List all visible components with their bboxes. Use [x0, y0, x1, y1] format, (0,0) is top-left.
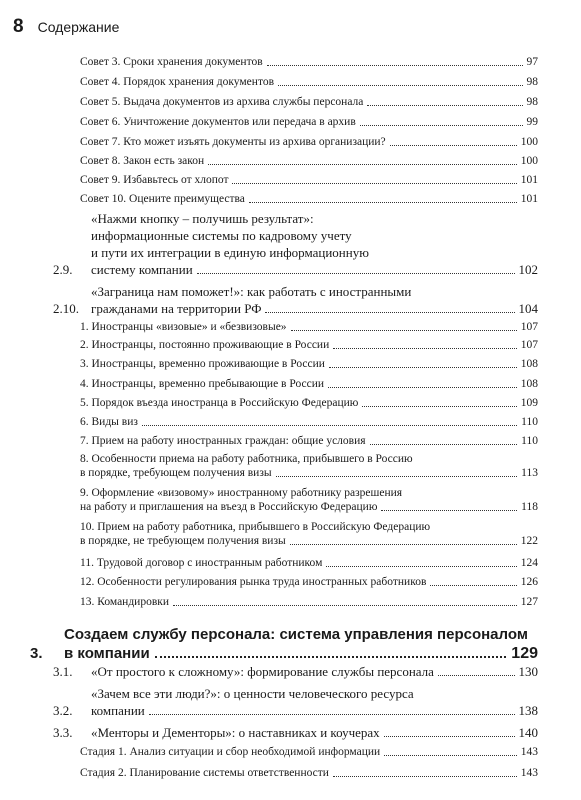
dot-leader [208, 164, 517, 165]
section-title-line: систему компании [91, 262, 193, 277]
chapter-page: 129 [511, 645, 538, 662]
page-header [13, 16, 119, 38]
toc-entry [80, 396, 538, 410]
toc-entry [80, 192, 538, 206]
dot-leader [173, 605, 517, 606]
toc-entry-title: 8. Особенности приема на работу работника, прибывшего в Россию [80, 453, 413, 465]
toc-entry-page: 126 [520, 576, 538, 588]
toc-entry-page: 100 [520, 136, 538, 148]
dot-leader [367, 105, 522, 106]
toc-entry-page: 110 [521, 435, 538, 447]
dot-leader [362, 406, 516, 407]
toc-entry [80, 486, 538, 514]
toc-entry [80, 173, 538, 187]
toc-entry-title-cont: на работу и приглашения на въезд в Российскую Федерацию [80, 501, 378, 513]
section-title-line: «Нажми кнопку – получишь результат»: [91, 211, 314, 226]
toc-section [53, 210, 538, 278]
toc-entry-title: 4. Иностранцы, временно пребывающие в России [80, 378, 325, 390]
dot-leader [155, 656, 507, 658]
dot-leader [360, 125, 523, 126]
toc-section [53, 724, 538, 741]
dot-leader [390, 145, 517, 146]
dot-leader [430, 585, 516, 586]
toc-entry-page: 113 [521, 467, 538, 479]
toc-entry-page: 124 [520, 557, 538, 569]
toc-entry [80, 115, 538, 129]
section-number: 3.2. [53, 703, 73, 718]
section-page: 140 [518, 725, 538, 740]
section-number: 3.1. [53, 664, 73, 679]
toc-entry-page: 99 [526, 116, 538, 128]
toc-entry-title: 13. Командировки [80, 596, 170, 608]
dot-leader [265, 312, 514, 313]
chapter-title-line: в компании [64, 645, 150, 662]
toc-entry-title: 6. Виды виз [80, 416, 138, 428]
section-title-line: информационные системы по кадровому учету [91, 228, 352, 243]
toc-entry [80, 154, 538, 168]
dot-leader [197, 273, 515, 274]
section-title-line: гражданами на территории РФ [91, 301, 262, 316]
chapter-title-line: Создаем службу персонала: система управления персоналом [64, 626, 528, 643]
dot-leader [278, 85, 523, 86]
toc-entry [80, 415, 538, 429]
toc-entry-page: 127 [520, 596, 538, 608]
dot-leader [291, 330, 517, 331]
dot-leader [290, 544, 517, 545]
page-number: 8 [13, 16, 24, 37]
toc-entry-title-cont: в порядке, не требующем получения визы [80, 535, 286, 547]
toc-entry-title: Стадия 2. Планирование системы ответственности [80, 767, 329, 779]
section-title-line: «От простого к сложному»: формирование службы персонала [91, 664, 434, 679]
toc-entry-title: Совет 4. Порядок хранения документов [80, 76, 274, 88]
toc-entry-page: 98 [526, 96, 538, 108]
toc-entry [80, 452, 538, 480]
toc-entry-title: Совет 10. Оцените преимущества [80, 193, 245, 205]
toc-entry [80, 357, 538, 371]
toc-entry-page: 107 [520, 321, 538, 333]
section-number: 3.3. [53, 725, 73, 740]
toc-entry-title: 9. Оформление «визовому» иностранному работнику разрешения [80, 487, 403, 499]
toc-entry-title: 7. Прием на работу иностранных граждан: общие условия [80, 435, 366, 447]
toc-entry-title: Совет 9. Избавьтесь от хлопот [80, 174, 229, 186]
dot-leader [276, 476, 518, 477]
toc-entry [80, 766, 538, 780]
toc-entry-page: 97 [526, 56, 538, 68]
toc-entry-title: 1. Иностранцы «визовые» и «безвизовые» [80, 321, 287, 333]
section-page: 138 [518, 703, 538, 718]
toc-entry-page: 110 [521, 416, 538, 428]
dot-leader [232, 183, 516, 184]
section-page: 104 [518, 301, 538, 316]
toc-entry-title-cont: в порядке, требующем получения визы [80, 467, 272, 479]
dot-leader [267, 65, 523, 66]
toc-entry [80, 595, 538, 609]
section-page: 102 [518, 262, 538, 277]
toc-entry-title: Совет 7. Кто может изъять документы из архива организации? [80, 136, 386, 148]
toc-section [53, 663, 538, 680]
toc-entry [80, 556, 538, 570]
toc-entry-title: Стадия 1. Анализ ситуации и сбор необходимой информации [80, 746, 381, 758]
section-title-line: «Менторы и Дементоры»: о наставниках и коучерах [91, 725, 380, 740]
dot-leader [384, 736, 515, 737]
toc-entry-title: Совет 5. Выдача документов из архива службы персонала [80, 96, 364, 108]
toc-entry-page: 107 [520, 339, 538, 351]
dot-leader [370, 444, 518, 445]
section-page: 130 [518, 664, 538, 679]
toc-entry [80, 338, 538, 352]
toc-entry-page: 100 [520, 155, 538, 167]
toc-entry-page: 118 [521, 501, 538, 513]
dot-leader [149, 714, 515, 715]
toc-entry [80, 575, 538, 589]
section-title-line: «Заграница нам поможет!»: как работать с иностранными [91, 284, 412, 299]
dot-leader [328, 387, 517, 388]
page-title: Содержание [37, 19, 120, 35]
toc-entry-title: Совет 3. Сроки хранения документов [80, 56, 263, 68]
section-title-line: «Зачем все эти люди?»: о ценности человеческого ресурса [91, 686, 414, 701]
toc-entry [80, 377, 538, 391]
toc-entry-page: 108 [520, 378, 538, 390]
dot-leader [326, 566, 516, 567]
toc-section [53, 685, 538, 719]
section-title-line: компании [91, 703, 145, 718]
toc-entry-page: 143 [520, 767, 538, 779]
section-number: 2.9. [53, 262, 73, 277]
section-title-line: и пути их интеграции в единую информационную [91, 245, 369, 260]
toc-entry [80, 95, 538, 109]
toc-entry-title: Совет 8. Закон есть закон [80, 155, 205, 167]
dot-leader [381, 510, 517, 511]
toc-entry-page: 108 [520, 358, 538, 370]
dot-leader [384, 755, 517, 756]
toc-entry-title: 11. Трудовой договор с иностранным работником [80, 557, 323, 569]
toc-entry [80, 75, 538, 89]
toc-entry-title: 5. Порядок въезда иностранца в Российскую Федерацию [80, 397, 359, 409]
toc-entry-title: Совет 6. Уничтожение документов или передача в архив [80, 116, 356, 128]
toc-entry-title: 3. Иностранцы, временно проживающие в России [80, 358, 325, 370]
dot-leader [249, 202, 517, 203]
toc-entry [80, 55, 538, 69]
toc-entry-title: 12. Особенности регулирования рынка труда иностранных работников [80, 576, 427, 588]
dot-leader [329, 367, 517, 368]
dot-leader [333, 776, 517, 777]
toc-entry-page: 98 [526, 76, 538, 88]
toc-entry-page: 109 [520, 397, 538, 409]
toc-entry [80, 320, 538, 334]
toc-entry-page: 122 [520, 535, 538, 547]
dot-leader [333, 348, 517, 349]
dot-leader [438, 675, 515, 676]
toc-chapter [30, 625, 538, 663]
toc-entry-title: 2. Иностранцы, постоянно проживающие в России [80, 339, 330, 351]
toc-section [53, 283, 538, 317]
toc-entry-page: 143 [520, 746, 538, 758]
toc-entry-title: 10. Прием на работу работника, прибывшего в Российскую Федерацию [80, 521, 431, 533]
dot-leader [142, 425, 517, 426]
chapter-number: 3. [30, 645, 43, 662]
section-number: 2.10. [53, 301, 79, 316]
toc-entry [80, 520, 538, 548]
toc-entry-page: 101 [520, 193, 538, 205]
toc-entry [80, 135, 538, 149]
toc-entry [80, 745, 538, 759]
toc-entry [80, 434, 538, 448]
toc-entry-page: 101 [520, 174, 538, 186]
